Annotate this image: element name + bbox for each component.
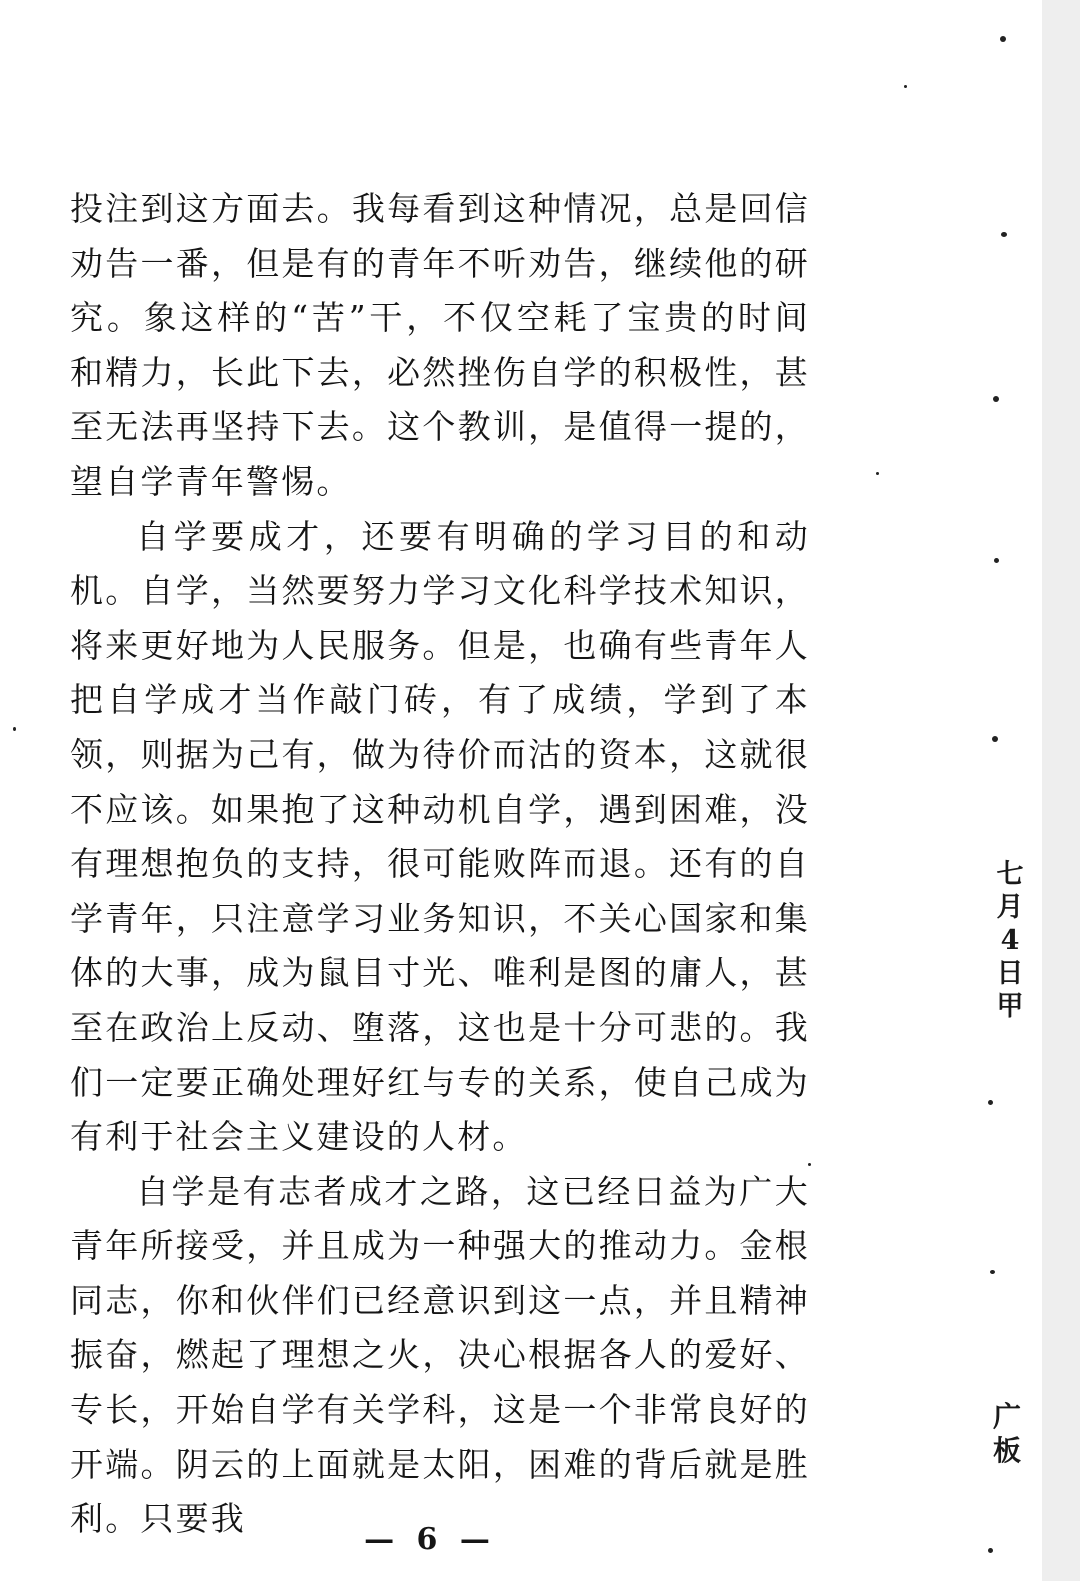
scan-speck <box>904 85 907 88</box>
scan-speck <box>990 1270 995 1274</box>
scan-speck <box>988 1100 993 1105</box>
margin-annotation-char: 板 <box>992 1434 1021 1467</box>
margin-annotation-char: 日 <box>996 958 1024 989</box>
paragraph-3: 自学是有志者成才之路，这已经日益为广大青年所接受，并且成为一种强大的推动力。金根同志，你和伙伴们已经意识到这一点，并且精神振奋，燃起了理想之火，决心根据各人的爱好、专长，开始自学有关学科，这是一个非常良好的开端。阴云的上面就是太阳，困难的背后就是胜利。只要我 <box>70 1171 810 1539</box>
body-text <box>70 182 810 1547</box>
viewer-scroll-strip[interactable] <box>1042 0 1080 1581</box>
margin-annotation <box>990 858 1030 1023</box>
scan-speck <box>1000 36 1006 42</box>
paragraph-1: 投注到这方面去。我每看到这种情况，总是回信劝告一番，但是有的青年不听劝告，继续他的研究。象这样的“苦”干，不仅空耗了宝贵的时间和精力，长此下去，必然挫伤自学的积极性，甚至无法再坚持下去。这个教训，是值得一提的，望自学青年警惕。 <box>70 189 810 501</box>
page-number: — 6 — <box>364 1522 496 1557</box>
margin-annotation-bottom <box>985 1400 1029 1468</box>
margin-annotation-char: 甲 <box>996 991 1024 1022</box>
scan-speck <box>988 1548 993 1553</box>
scan-speck <box>13 727 16 731</box>
margin-annotation-char: 月 <box>996 892 1024 923</box>
scan-speck <box>994 558 999 563</box>
scan-speck <box>992 736 998 742</box>
scan-speck <box>1001 232 1007 237</box>
margin-annotation-char: 广 <box>992 1400 1021 1433</box>
scan-speck <box>993 396 999 402</box>
margin-annotation-char: 4 <box>1000 925 1020 956</box>
scan-speck <box>808 1163 811 1166</box>
margin-annotation-char: 七 <box>996 859 1024 890</box>
scan-speck <box>876 472 879 475</box>
paragraph-2: 自学要成才，还要有明确的学习目的和动机。自学，当然要努力学习文化科学技术知识，将来更好地为人民服务。但是，也确有些青年人把自学成才当作敲门砖，有了成绩，学到了本领，则据为己有，做为待价而沽的资本，这就很不应该。如果抱了这种动机自学，遇到困难，没有理想抱负的支持，很可能败阵而退。还有的自学青年，只注意学习业务知识，不关心国家和集体的大事，成为鼠目寸光、唯利是图的庸人，甚至在政治上反动、堕落，这也是十分可悲的。我们一定要正确处理好红与专的关系，使自己成为有利于社会主义建设的人材。 <box>70 516 810 1157</box>
